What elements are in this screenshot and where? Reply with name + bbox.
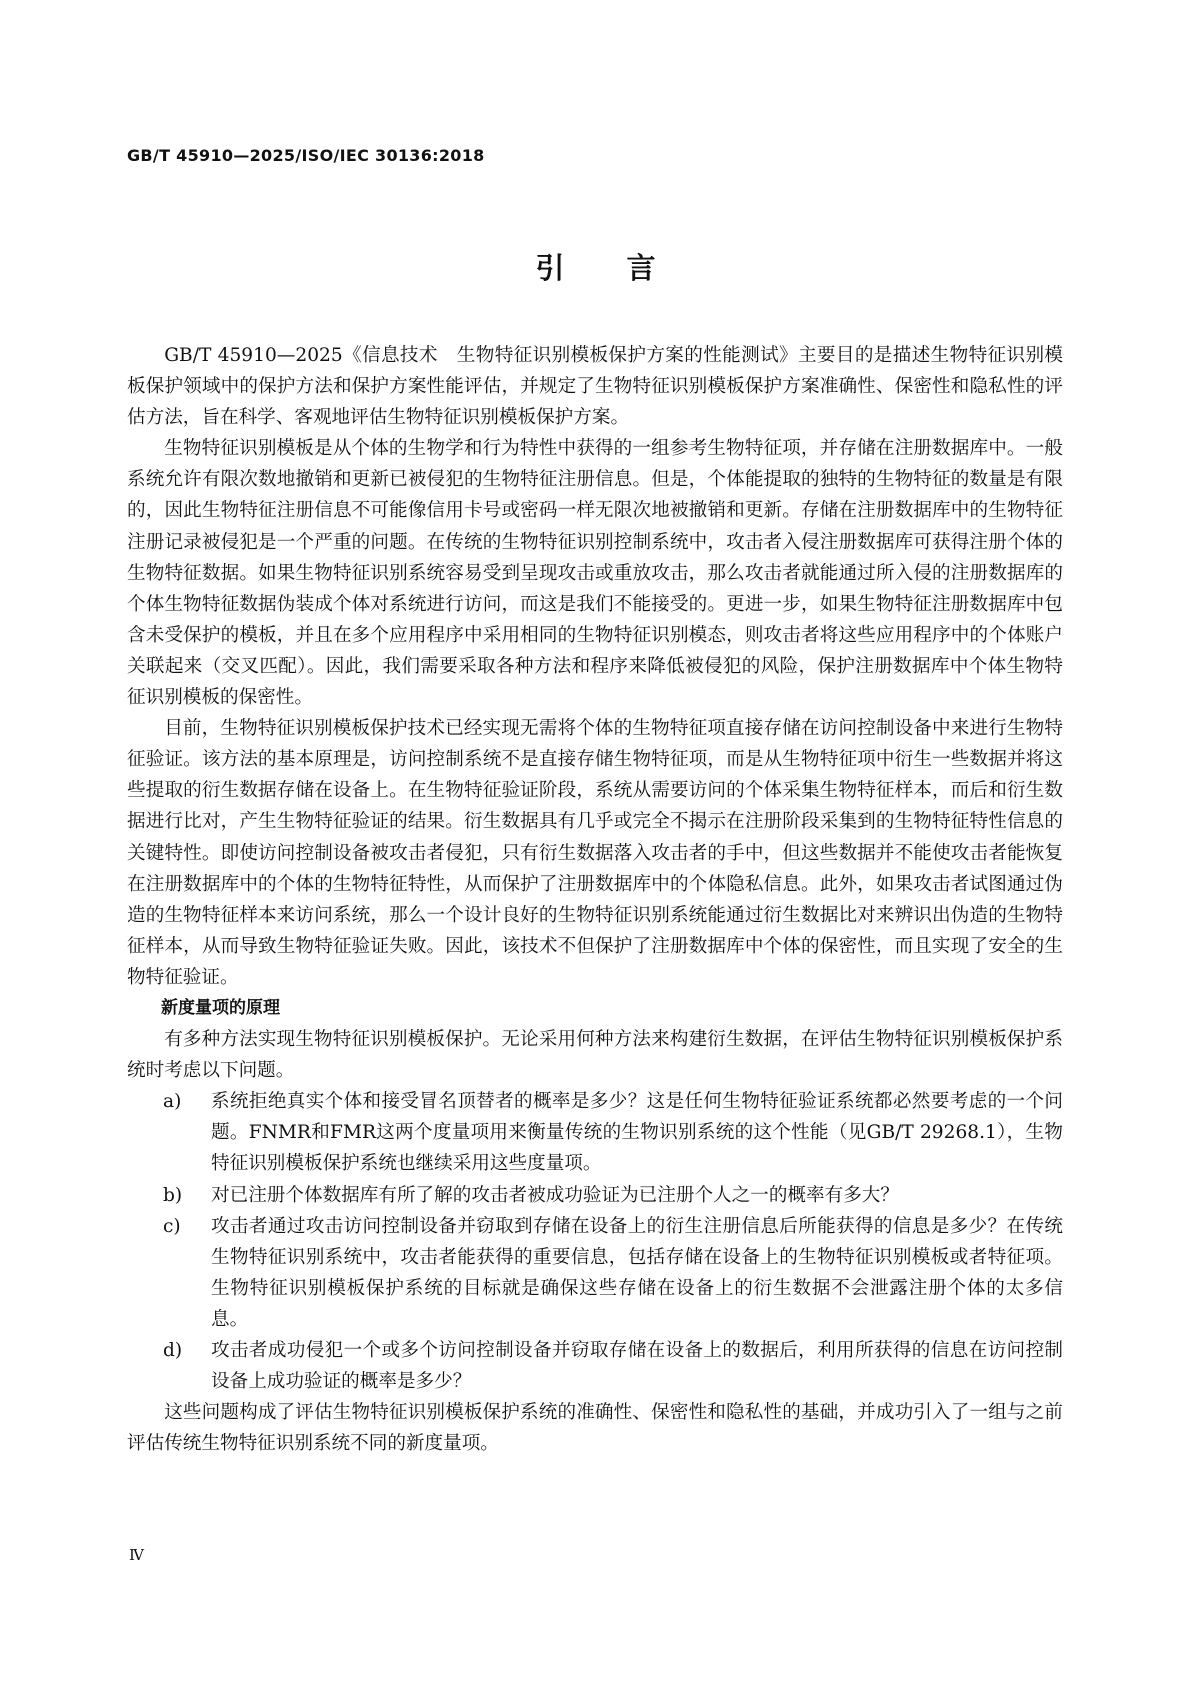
standard-number-header: GB/T 45910—2025/ISO/IEC 30136:2018 [127, 146, 485, 165]
paragraph-template-background: 生物特征识别模板是从个体的生物学和行为特性中获得的一组参考生物特征项，并存储在注册数据库中。一般系统允许有限次数地撤销和更新已被侵犯的生物特征注册信息。但是，个体能提取的独特的生物特征的数量是有限的，因此生物特征注册信息不可能像信用卡号或密码一样无限次地被撤销和更新。存储在注册数据库中的生物特征注册记录被侵犯是一个严重的问题。在传统的生物特征识别控制系统中，攻击者入侵注册数据库可获得注册个体的生物特征数据。如果生物特征识别系统容易受到呈现攻击或重放攻击，那么攻击者就能通过所入侵的注册数据库的个体生物特征数据伪装成个体对系统进行访问，而这是我们不能接受的。更进一步，如果生物特征注册数据库中包含未受保护的模板，并且在多个应用程序中采用相同的生物特征识别模态，则攻击者将这些应用程序中的个体账户关联起来（交叉匹配）。因此，我们需要采取各种方法和程序来降低被侵犯的风险，保护注册数据库中个体生物特征识别模板的保密性。 [127, 438, 1063, 709]
list-item-text: 攻击者通过攻击访问控制设备并窃取到存储在设备上的衍生注册信息后所能获得的信息是多少？在传统生物特征识别系统中，攻击者能获得的重要信息，包括存储在设备上的生物特征识别模板或者特征项。生物特征识别模板保护系统的目标就是确保这些存储在设备上的衍生数据不会泄露注册个体的太多信息。 [211, 1215, 1063, 1330]
list-item [127, 1335, 1063, 1397]
list-item [127, 1180, 1063, 1211]
question-list [127, 1086, 1063, 1397]
section-intro-paragraph: 有多种方法实现生物特征识别模板保护。无论采用何种方法来构建衍生数据，在评估生物特征识别模板保护系统时考虑以下问题。 [127, 1029, 1063, 1082]
list-item [127, 1211, 1063, 1335]
list-item-text: 系统拒绝真实个体和接受冒名顶替者的概率是多少？这是任何生物特征验证系统都必然要考虑的一个问题。FNMR和FMR这两个度量项用来衡量传统的生物识别系统的这个性能（见GB/T 29268.1），生物特征识别模板保护系统也继续采用这些度量项。 [211, 1091, 1063, 1175]
list-item-text: 对已注册个体数据库有所了解的攻击者被成功验证为已注册个人之一的概率有多大？ [211, 1184, 899, 1206]
section-heading: 新度量项的原理 [161, 997, 280, 1018]
document-body [127, 340, 1063, 1459]
list-item-label: d) [163, 1340, 183, 1361]
paragraph-intro: GB/T 45910—2025《信息技术 生物特征识别模板保护方案的性能测试》主要目的是描述生物特征识别模板保护领域中的保护方法和保护方案性能评估，并规定了生物特征识别模板保护方案准确性、保密性和隐私性的评估方法，旨在科学、客观地评估生物特征识别模板保护方案。 [127, 345, 1063, 429]
conclusion-paragraph: 这些问题构成了评估生物特征识别模板保护系统的准确性、保密性和隐私性的基础，并成功引入了一组与之前评估传统生物特征识别系统不同的新度量项。 [127, 1402, 1063, 1455]
page-number: Ⅳ [129, 1546, 144, 1564]
list-item-label: c) [163, 1215, 181, 1237]
page-title: 引言 [535, 251, 718, 285]
list-item-text: 攻击者成功侵犯一个或多个访问控制设备并窃取存储在设备上的数据后，利用所获得的信息在访问控制设备上成功验证的概率是多少？ [211, 1340, 1063, 1393]
list-item-label: b) [163, 1184, 183, 1206]
paragraph-protection-technology: 目前，生物特征识别模板保护技术已经实现无需将个体的生物特征项直接存储在访问控制设备中来进行生物特征验证。该方法的基本原理是，访问控制系统不是直接存储生物特征项，而是从生物特征项中衍生一些数据并将这些提取的衍生数据存储在设备上。在生物特征验证阶段，系统从需要访问的个体采集生物特征样本，而后和衍生数据进行比对，产生生物特征验证的结果。衍生数据具有几乎或完全不揭示在注册阶段采集到的生物特征特性信息的关键特性。即使访问控制设备被攻击者侵犯，只有衍生数据落入攻击者的手中，但这些数据并不能使攻击者能恢复在注册数据库中的个体的生物特征特性，从而保护了注册数据库中的个体隐私信息。此外，如果攻击者试图通过伪造的生物特征样本来访问系统，那么一个设计良好的生物特征识别系统能通过衍生数据比对来辨识出伪造的生物特征样本，从而导致生物特征验证失败。因此，该技术不但保护了注册数据库中个体的保密性，而且实现了安全的生物特征验证。 [127, 718, 1063, 988]
list-item-label: a) [163, 1091, 182, 1113]
list-item [127, 1086, 1063, 1179]
